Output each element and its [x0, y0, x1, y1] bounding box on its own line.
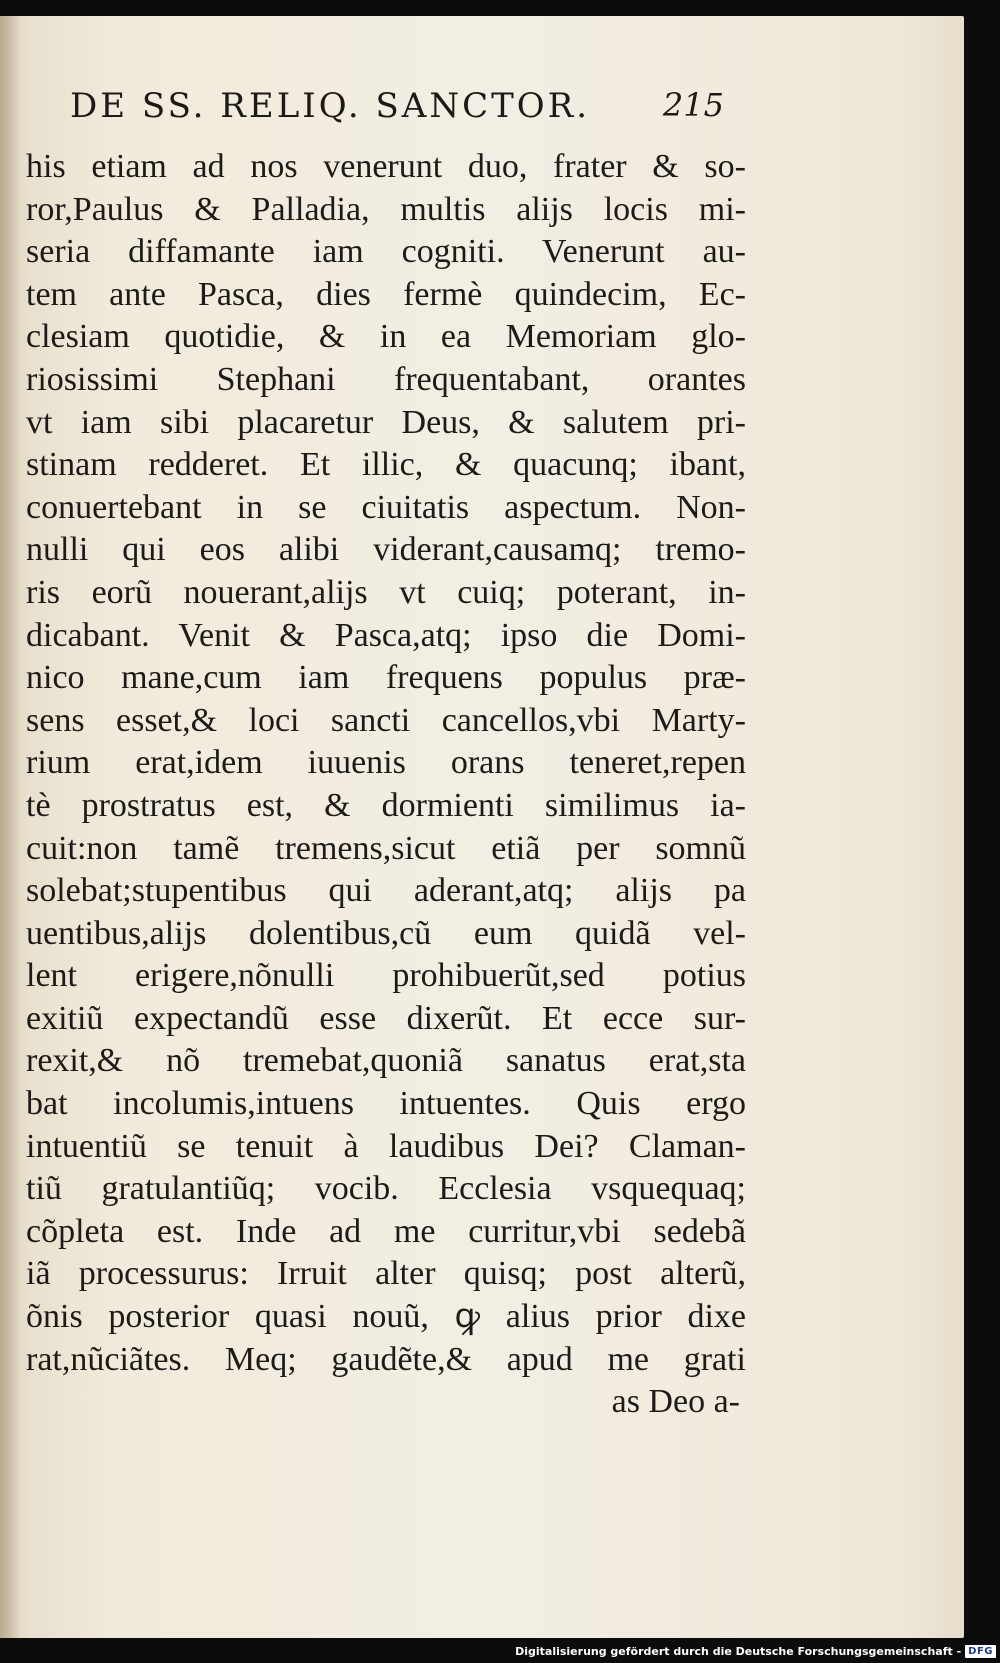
text-line: uentibus,alijs dolentibus,cũ eum quidã vel- [26, 914, 746, 952]
text-line: seria diffamante iam cogniti. Venerunt au- [26, 233, 746, 271]
text-line: sens esset,& loci sancti cancellos,vbi Marty- [26, 701, 746, 739]
text-line: ror,Paulus & Palladia, multis alijs locis mi- [26, 190, 746, 228]
text-line: bat incolumis,intuens intuentes. Quis ergo [26, 1085, 746, 1123]
text-line: riosissimi Stephani frequentabant, orantes [26, 360, 746, 398]
catchword-line: as Deo a- [611, 1383, 740, 1421]
book-page [0, 16, 964, 1638]
dfg-logo-icon: DFG [965, 1645, 996, 1658]
page-number: 215 [662, 86, 724, 124]
page-header [64, 84, 724, 144]
text-line: õnis posterior quasi nouũ, ꝙ alius prior dixe [26, 1298, 746, 1336]
text-line: dicabant. Venit & Pasca,atq; ipso die Domi- [26, 616, 746, 654]
digitization-footer [515, 1641, 996, 1661]
text-line: exitiũ expectandũ esse dixerũt. Et ecce sur- [26, 999, 746, 1037]
text-line: iã processurus: Irruit alter quisq; post alterũ, [26, 1255, 746, 1293]
text-line: rium erat,idem iuuenis orans teneret,repen [26, 744, 746, 782]
text-line: tiũ gratulantiũq; vocib. Ecclesia vsquequaq; [26, 1170, 746, 1208]
text-line: stinam redderet. Et illic, & quacunq; ibant, [26, 446, 746, 484]
text-line: tè prostratus est, & dormienti similimus ia- [26, 786, 746, 824]
text-line: nulli qui eos alibi viderant,causamq; tremo- [26, 531, 746, 569]
text-line: ris eorũ nouerant,alijs vt cuiq; poterant, in- [26, 573, 746, 611]
text-line: intuentiũ se tenuit à laudibus Dei? Claman- [26, 1127, 746, 1165]
running-title: DE SS. RELIQ. SANCTOR. [70, 86, 591, 126]
text-line: lent erigere,nõnulli prohibuerũt,sed potius [26, 957, 746, 995]
body-text [26, 146, 746, 1424]
text-line: rexit,& nõ tremebat,quoniã sanatus erat,sta [26, 1042, 746, 1080]
text-line: vt iam sibi placaretur Deus, & salutem pri- [26, 403, 746, 441]
text-line: clesiam quotidie, & in ea Memoriam glo- [26, 318, 746, 356]
text-line: nico mane,cum iam frequens populus præ- [26, 659, 746, 697]
text-line: his etiam ad nos venerunt duo, frater & so- [26, 148, 746, 185]
text-line: cuit:non tamẽ tremens,sicut etiã per somnũ [26, 829, 746, 867]
text-line: solebat;stupentibus qui aderant,atq; alijs pa [26, 872, 746, 910]
text-line: cõpleta est. Inde ad me curritur,vbi sedebã [26, 1212, 746, 1250]
footer-credit: Digitalisierung gefördert durch die Deutsche Forschungsgemeinschaft - [515, 1644, 962, 1658]
text-line: conuertebant in se ciuitatis aspectum. Non- [26, 488, 746, 526]
text-line: rat,nũciãtes. Meq; gaudẽte,& apud me grati [26, 1340, 746, 1378]
text-line: tem ante Pasca, dies fermè quindecim, Ec- [26, 275, 746, 313]
